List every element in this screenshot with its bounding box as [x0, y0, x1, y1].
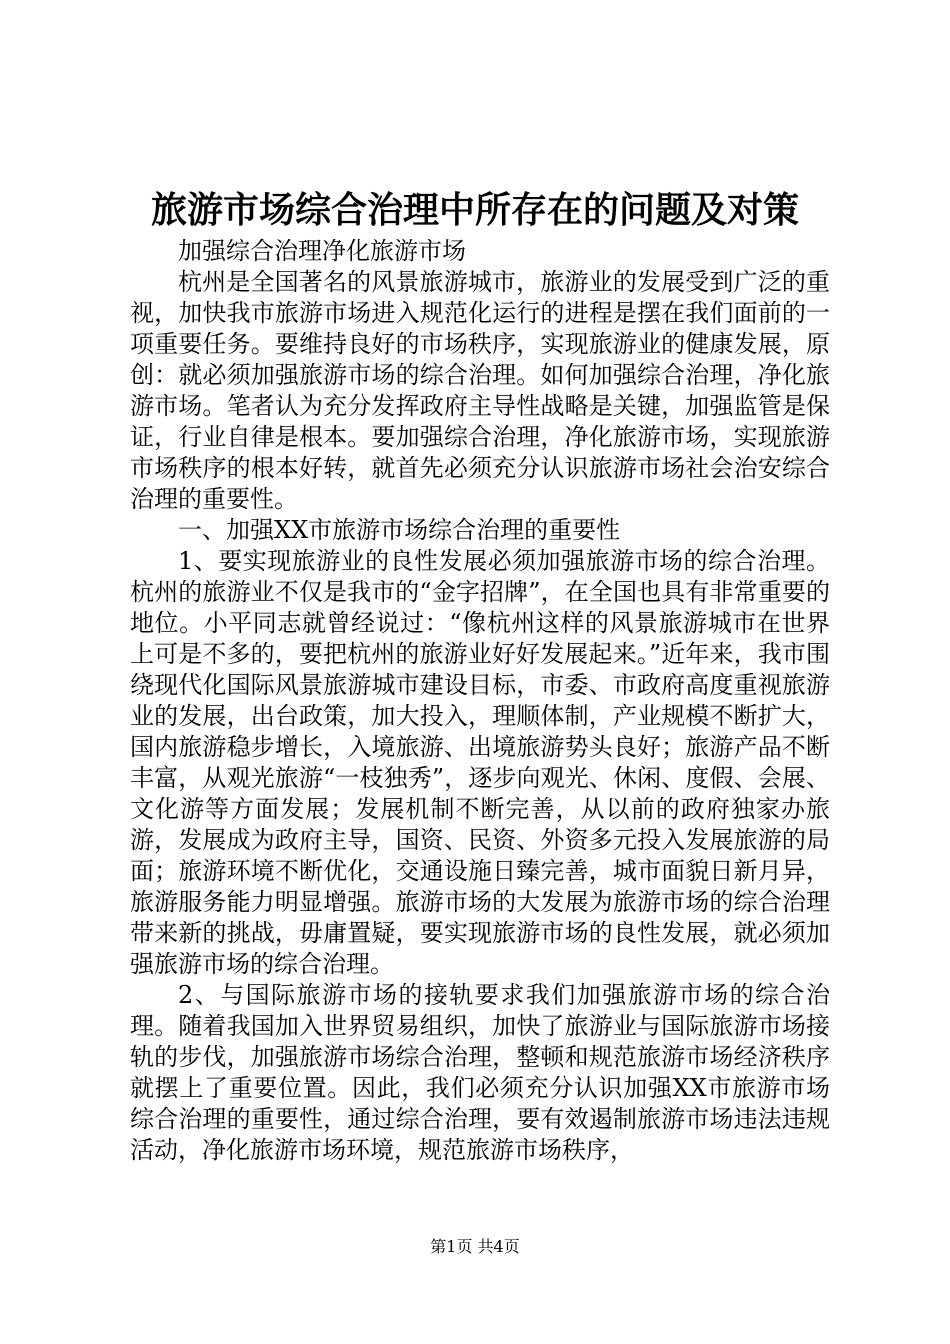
paragraph-point-1: 1、要实现旅游业的良性发展必须加强旅游市场的综合治理。杭州的旅游业不仅是我市的“金字招牌”，在全国也具有非常重要的地位。小平同志就曾经说过：“像杭州这样的风景旅游城市在世界上可是不多的，要把杭州的旅游业好好发展起来。”近年来，我市围绕现代化国际风景旅游城市建设目标，市委、市政府高度重视旅游业的发展，出台政策，加大投入，理顺体制，产业规模不断扩大，国内旅游稳步增长，入境旅游、出境旅游势头良好；旅游产品不断丰富，从观光旅游“一枝独秀”，逐步向观光、休闲、度假、会展、文化游等方面发展；发展机制不断完善，从以前的政府独家办旅游，发展成为政府主导，国资、民资、外资多元投入发展旅游的局面；旅游环境不断优化，交通设施日臻完善，城市面貌日新月异，旅游服务能力明显增强。旅游市场的大发展为旅游市场的综合治理带来新的挑战，毋庸置疑，要实现旅游市场的良性发展，就必须加强旅游市场的综合治理。 — [130, 547, 830, 978]
document-body — [130, 236, 830, 1166]
document-title: 旅游市场综合治理中所存在的问题及对策 — [150, 189, 799, 231]
paragraph-point-2: 2、与国际旅游市场的接轨要求我们加强旅游市场的综合治理。随着我国加入世界贸易组织，加快了旅游业与国际旅游市场接轨的步伐，加强旅游市场综合治理，整顿和规范旅游市场经济秩序就摆上了重要位置。因此，我们必须充分认识加强XX市旅游市场综合治理的重要性，通过综合治理，要有效遏制旅游市场违法违规活动，净化旅游市场环境，规范旅游市场秩序， — [130, 981, 830, 1164]
section-heading: 一、加强XX市旅游市场综合治理的重要性 — [178, 516, 621, 544]
page-number-footer: 第1页 共4页 — [430, 1237, 520, 1256]
paragraph-intro: 杭州是全国著名的风景旅游城市，旅游业的发展受到广泛的重视，加快我市旅游市场进入规范化运行的进程是摆在我们面前的一项重要任务。要维持良好的市场秩序，实现旅游业的健康发展，原创：就必须加强旅游市场的综合治理。如何加强综合治理，净化旅游市场。笔者认为充分发挥政府主导性战略是关键，加强监管是保证，行业自律是根本。要加强综合治理，净化旅游市场，实现旅游市场秩序的根本好转，就首先必须充分认识旅游市场社会治安综合治理的重要性。 — [130, 268, 830, 513]
paragraph-subtitle: 加强综合治理净化旅游市场 — [178, 237, 466, 265]
